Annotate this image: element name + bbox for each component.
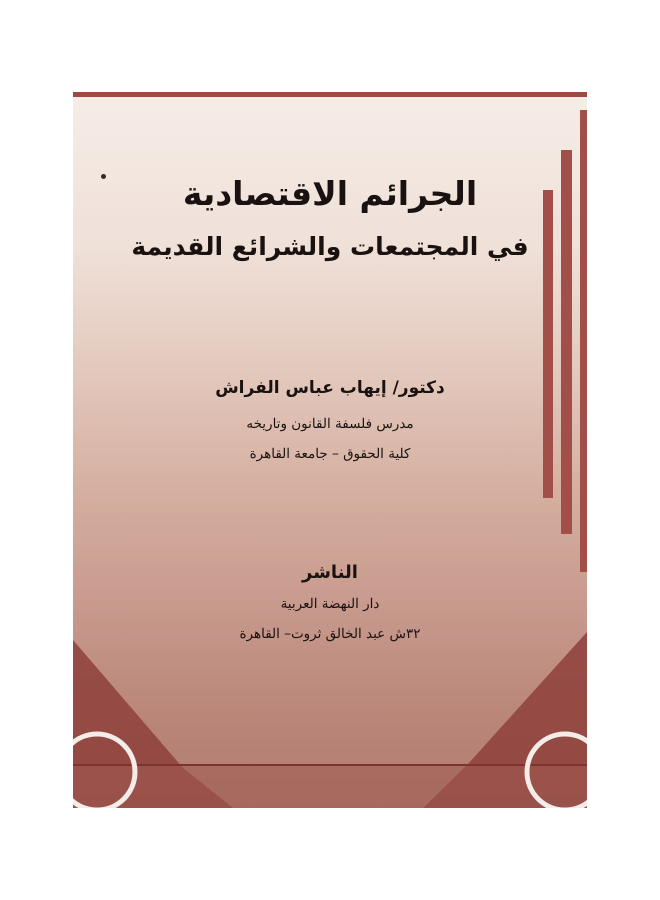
bottom-band <box>73 764 587 808</box>
book-subtitle: في المجتمعات والشرائع القديمة <box>131 232 529 261</box>
publisher-label: الناشر <box>302 562 358 583</box>
publisher-address: ٣٢ش عبد الخالق ثروت– القاهرة <box>239 626 421 642</box>
author-role: مدرس فلسفة القانون وتاريخه <box>246 416 414 432</box>
book-cover <box>73 92 587 808</box>
author-faculty: كلية الحقوق – جامعة القاهرة <box>249 446 411 462</box>
book-title: الجرائم الاقتصادية <box>182 174 478 213</box>
author-name: دكتور/ إيهاب عباس الفراش <box>215 378 445 398</box>
publisher-name: دار النهضة العربية <box>280 596 380 612</box>
